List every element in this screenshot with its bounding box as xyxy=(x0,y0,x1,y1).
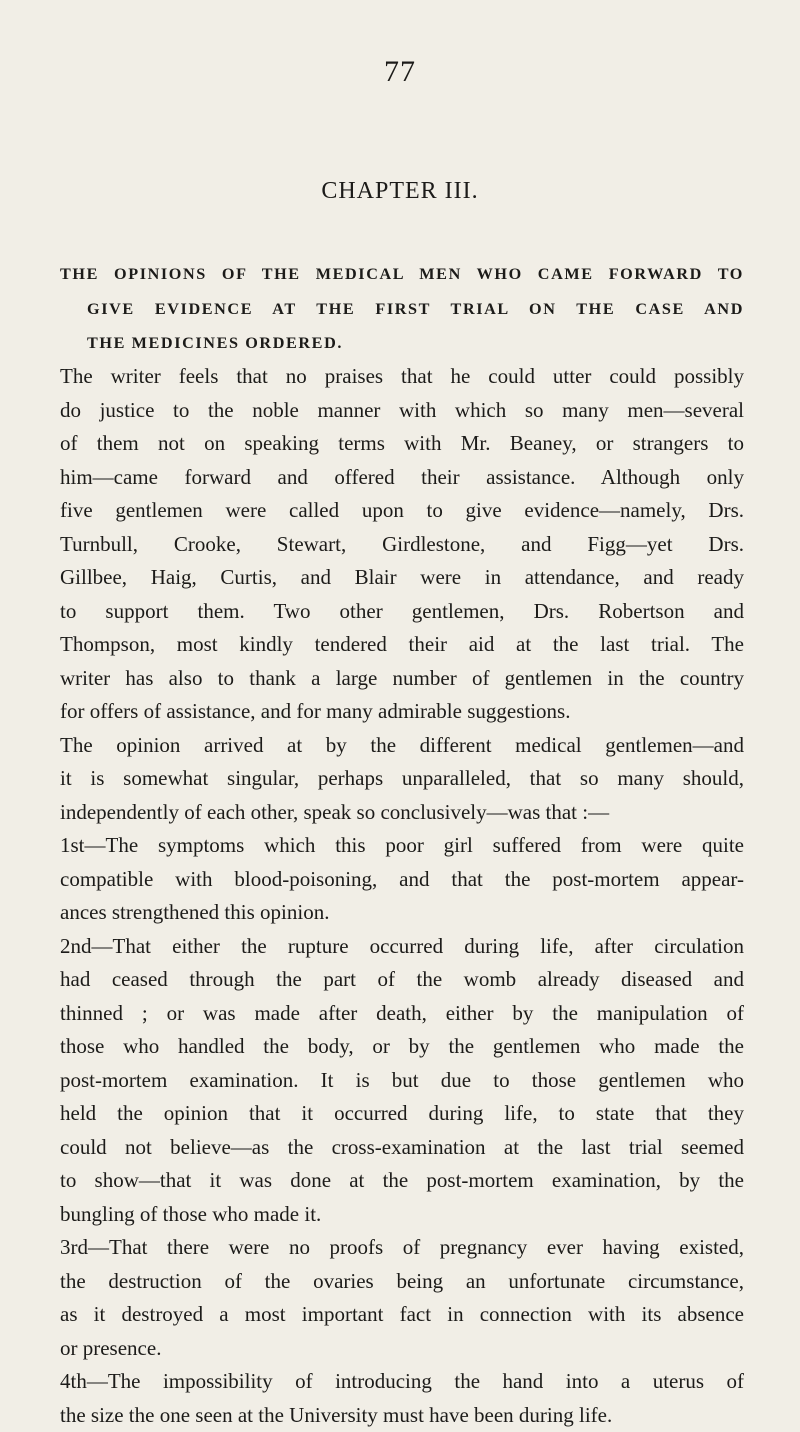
body-line: could not believe—as the cross-examination at the last trial seemed xyxy=(60,1131,744,1165)
body-line: independently of each other, speak so conclusively—was that :— xyxy=(60,796,744,830)
body-line: thinned ; or was made after death, either by the manipulation of xyxy=(60,997,744,1031)
body-line: him—came forward and offered their assistance. Although only xyxy=(60,461,744,495)
body-line: 3rd—That there were no proofs of pregnancy ever having existed, xyxy=(60,1231,744,1265)
body-line: of them not on speaking terms with Mr. Beaney, or strangers to xyxy=(60,427,744,461)
page-number: 77 xyxy=(0,55,800,89)
body-line: do justice to the noble manner with which so many men—several xyxy=(60,394,744,428)
body-line: five gentlemen were called upon to give evidence—namely, Drs. xyxy=(60,494,744,528)
body-line: those who handled the body, or by the gentlemen who made the xyxy=(60,1030,744,1064)
body-line: as it destroyed a most important fact in connection with its absence xyxy=(60,1298,744,1332)
body-line: ances strengthened this opinion. xyxy=(60,896,744,930)
body-line: 1st—The symptoms which this poor girl suffered from were quite xyxy=(60,829,744,863)
body-line: it is somewhat singular, perhaps unparalleled, that so many should, xyxy=(60,762,744,796)
body-line: the size the one seen at the University must have been during life. xyxy=(60,1399,744,1432)
body-line: had ceased through the part of the womb already diseased and xyxy=(60,963,744,997)
body-line: 4th—The impossibility of introducing the hand into a uterus of xyxy=(60,1365,744,1399)
body-line: The opinion arrived at by the different medical gentlemen—and xyxy=(60,729,744,763)
body-line: The writer feels that no praises that he could utter could possibly xyxy=(60,360,744,394)
body-line: 2nd—That either the rupture occurred during life, after circulation xyxy=(60,930,744,964)
body-line: or presence. xyxy=(60,1332,744,1366)
body-line: Turnbull, Crooke, Stewart, Girdlestone, and Figg—yet Drs. xyxy=(60,528,744,562)
body-line: to support them. Two other gentlemen, Drs. Robertson and xyxy=(60,595,744,629)
body-line: bungling of those who made it. xyxy=(60,1198,744,1232)
body-line: compatible with blood-poisoning, and that the post-mortem appear- xyxy=(60,863,744,897)
heading-line: THE OPINIONS OF THE MEDICAL MEN WHO CAME FORWARD TO xyxy=(60,257,744,292)
body-line: the destruction of the ovaries being an unfortunate circumstance, xyxy=(60,1265,744,1299)
body-line: Gillbee, Haig, Curtis, and Blair were in attendance, and ready xyxy=(60,561,744,595)
body-line: Thompson, most kindly tendered their aid at the last trial. The xyxy=(60,628,744,662)
body-line: held the opinion that it occurred during life, to state that they xyxy=(60,1097,744,1131)
body-line: post-mortem examination. It is but due to those gentlemen who xyxy=(60,1064,744,1098)
body-line: to show—that it was done at the post-mortem examination, by the xyxy=(60,1164,744,1198)
chapter-body xyxy=(60,360,744,1432)
heading-line: GIVE EVIDENCE AT THE FIRST TRIAL ON THE CASE AND xyxy=(60,292,744,327)
chapter-title: CHAPTER III. xyxy=(0,178,800,205)
heading-line: THE MEDICINES ORDERED. xyxy=(60,326,744,361)
body-line: for offers of assistance, and for many admirable suggestions. xyxy=(60,695,744,729)
body-line: writer has also to thank a large number of gentlemen in the country xyxy=(60,662,744,696)
chapter-heading xyxy=(60,257,744,361)
